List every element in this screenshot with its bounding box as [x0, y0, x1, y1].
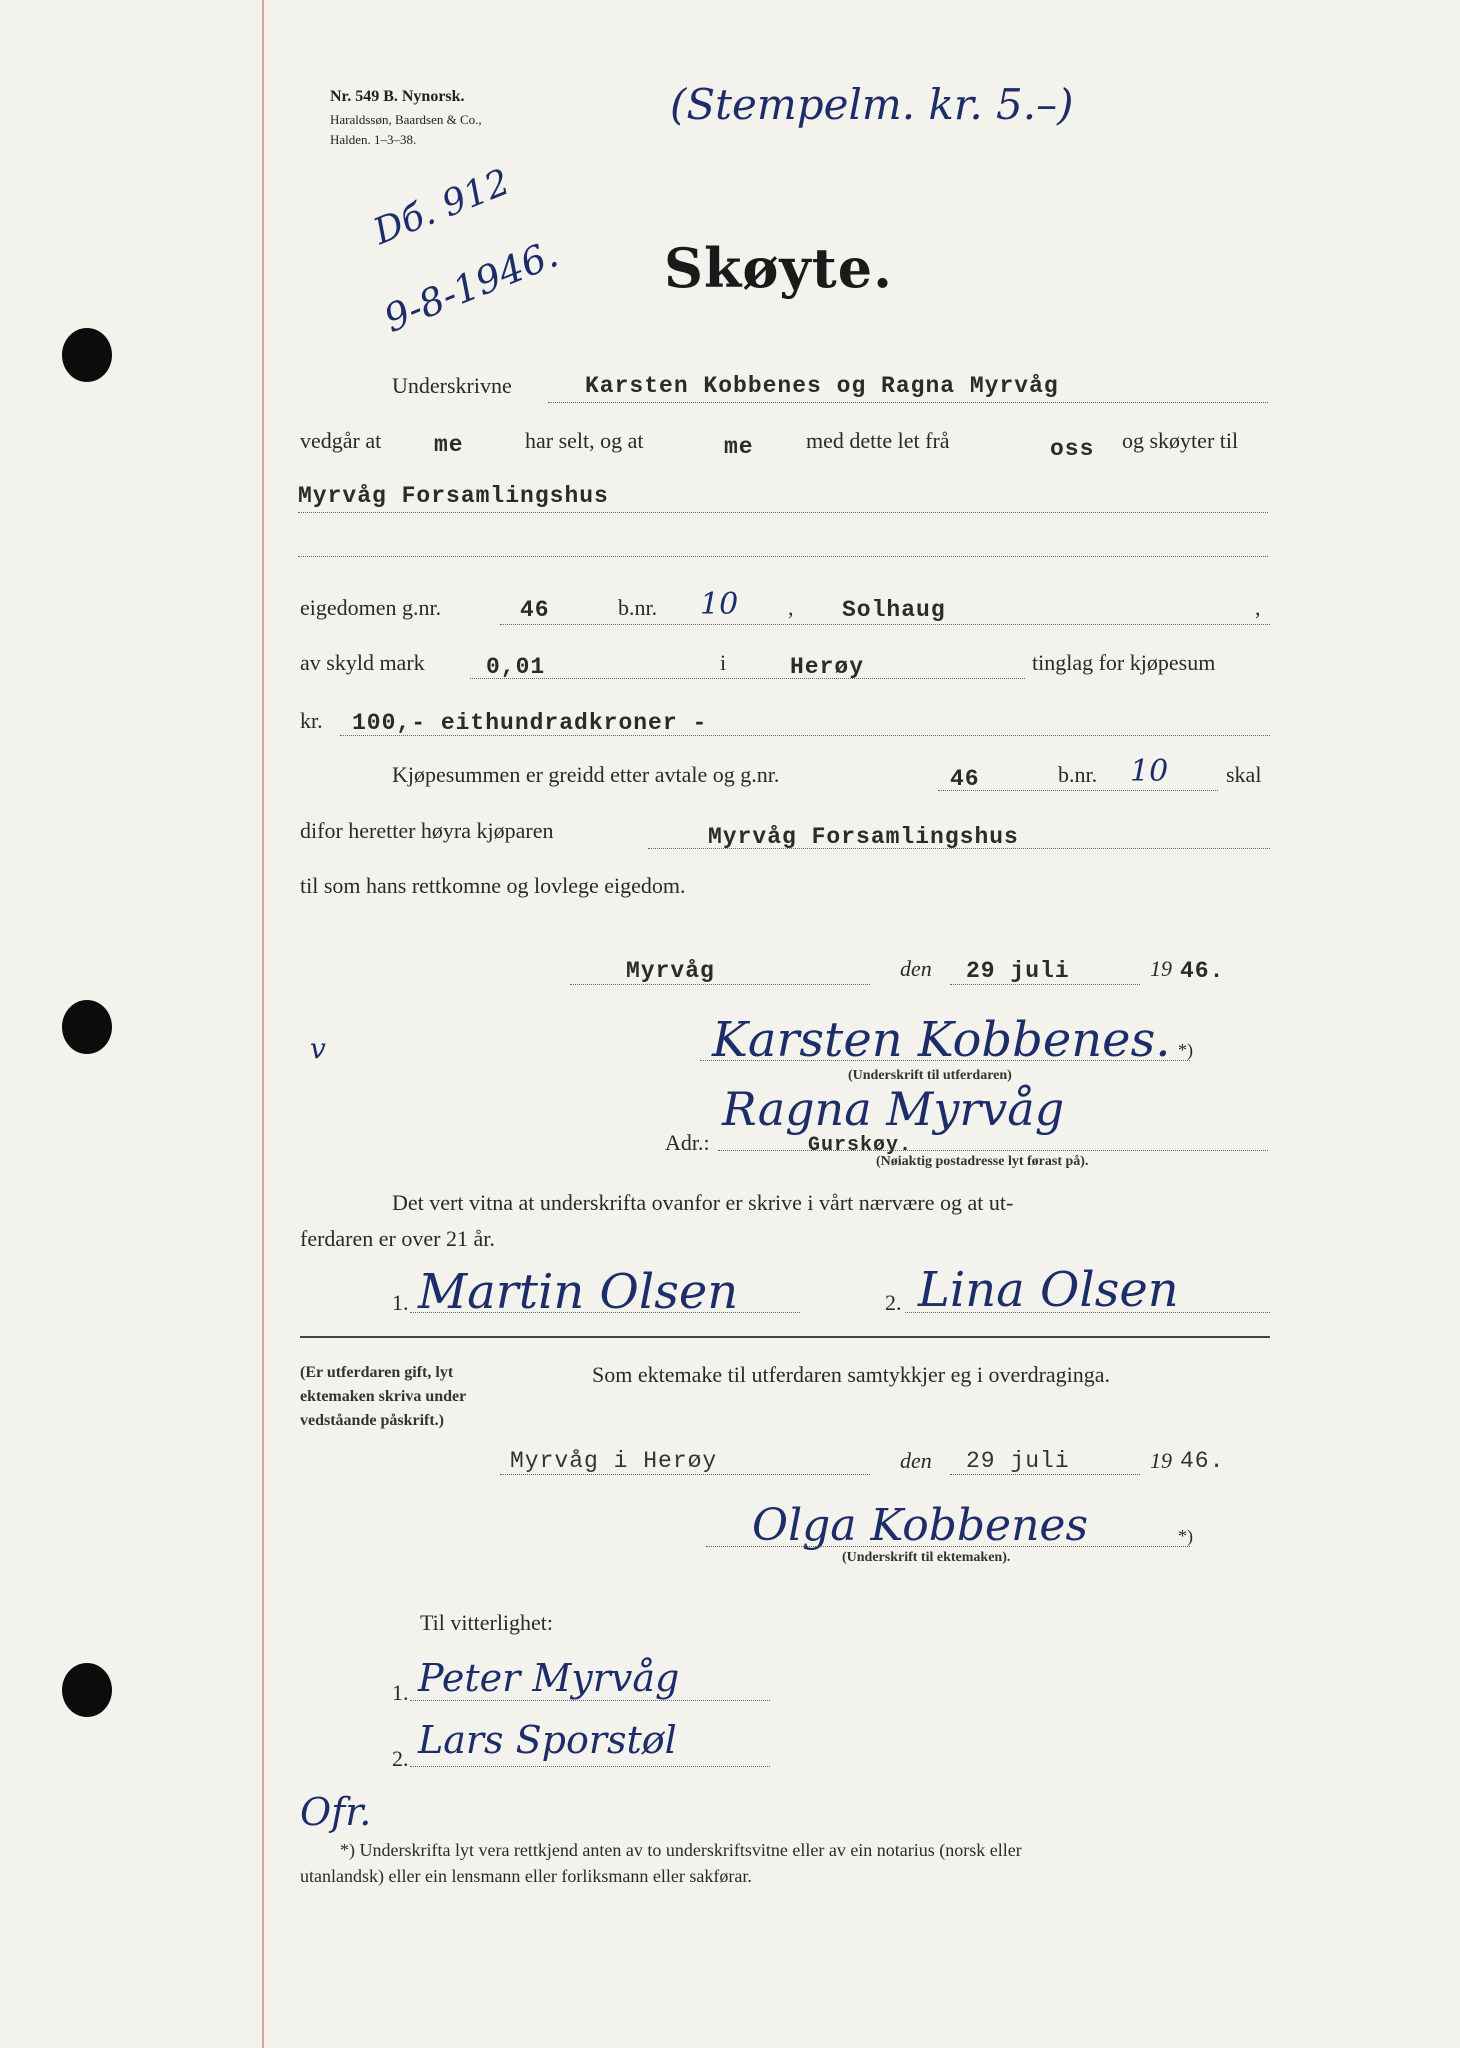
pronoun-me: me: [434, 432, 464, 458]
clerk-initials: Ofr.: [300, 1790, 372, 1834]
tinglag-label: tinglag for kjøpesum: [1032, 650, 1216, 675]
skal-label: skal: [1226, 762, 1262, 787]
bnr-value: 10: [700, 587, 739, 622]
year-suffix: 46.: [1180, 1448, 1225, 1474]
dotted-line: [950, 984, 1140, 985]
buyer-name: Myrvåg Forsamlingshus: [298, 483, 609, 509]
dotted-line: [706, 1546, 1190, 1547]
dotted-line: [950, 1474, 1140, 1475]
paid-gnr: 46: [950, 766, 980, 792]
footnote-line: utanlandsk) eller ein lensmann eller forliksmann eller sakførar.: [300, 1866, 752, 1886]
signature-lars-sporstol: Lars Sporstøl: [418, 1718, 677, 1762]
kr-label: kr.: [300, 708, 323, 733]
paid-bnr: 10: [1130, 754, 1169, 789]
signature-peter-myrvag: Peter Myrvåg: [418, 1656, 680, 1700]
attest-number: 1.: [392, 1680, 409, 1705]
signature-witness-2: Lina Olsen: [918, 1262, 1179, 1318]
municipality: Herøy: [790, 654, 865, 680]
witness-text-cont: ferdaren er over 21 år.: [300, 1226, 495, 1251]
dotted-line: [570, 984, 870, 985]
witness-number: 1.: [392, 1290, 409, 1315]
punch-hole: [62, 328, 112, 382]
property-label: eigedomen g.nr.: [300, 595, 442, 620]
document-title: Skøyte.: [664, 236, 893, 300]
address-value: Gurskøy.: [808, 1134, 913, 1157]
punch-hole: [62, 1000, 112, 1054]
til-text: til som hans rettkomne og lovlege eigedom.: [300, 873, 686, 898]
skyld-label: av skyld mark: [300, 650, 425, 675]
dotted-line: [938, 790, 1218, 791]
margin-line: [262, 0, 264, 2048]
dotted-line: [548, 402, 1268, 403]
dotted-line: [700, 1060, 1190, 1061]
stamp-note: (Stempelm. kr. 5.–): [670, 80, 1074, 129]
difor-text: difor heretter høyra kjøparen: [300, 818, 554, 843]
section-divider: [300, 1336, 1270, 1338]
check-mark: v: [310, 1032, 326, 1065]
punch-hole: [62, 1663, 112, 1717]
dotted-line: [500, 1474, 870, 1475]
witness-number: 2.: [885, 1290, 902, 1315]
skyld-value: 0,01: [486, 654, 546, 680]
witness-text: Det vert vitna at underskrifta ovanfor er skrive i vårt nærvære og at ut-: [392, 1190, 1014, 1215]
dotted-line: [410, 1312, 800, 1313]
footnote-marker: *): [1178, 1526, 1193, 1546]
dotted-line: [905, 1312, 1270, 1313]
year-prefix: 19: [1150, 956, 1172, 981]
year-suffix: 46.: [1180, 958, 1225, 984]
paid-bnr-label: b.nr.: [1058, 762, 1098, 787]
spouse-place: Myrvåg i Herøy: [510, 1448, 718, 1474]
den-label: den: [900, 956, 932, 981]
i-label: i: [720, 650, 727, 675]
intro-label: Underskrivne: [392, 373, 512, 398]
sold-label: har selt, og at: [525, 428, 644, 453]
buyer-name-repeat: Myrvåg Forsamlingshus: [708, 824, 1019, 850]
spouse-note-line: vedståande påskrift.): [300, 1412, 445, 1429]
paid-text: Kjøpesummen er greidd etter avtale og g.nr.: [392, 762, 780, 787]
signature-witness-1: Martin Olsen: [418, 1264, 739, 1320]
dotted-line: [500, 624, 1270, 625]
pronoun-me: me: [724, 434, 754, 460]
skoyter-label: og skøyter til: [1122, 428, 1239, 453]
signature-olga-kobbenes: Olga Kobbenes: [752, 1500, 1089, 1551]
bnr-label: b.nr.: [618, 595, 658, 620]
registration-date: 9-8-1946.: [378, 231, 564, 341]
purchase-price: 100,- eithundradkroner -: [352, 710, 708, 736]
place: Myrvåg: [626, 958, 715, 984]
footnote-line: *) Underskrifta lyt vera rettkjend anten av to underskriftsvitne eller av ein notarius (norsk eller: [340, 1840, 1022, 1860]
address-caption: (Nøiaktig postadresse lyt førast på).: [876, 1154, 1089, 1169]
comma: ,: [788, 595, 794, 620]
den-label: den: [900, 1448, 932, 1473]
let-fra-label: med dette let frå: [806, 428, 950, 453]
footnote-marker: *): [1178, 1040, 1193, 1060]
dotted-line: [298, 512, 1268, 513]
dotted-line: [340, 735, 1270, 736]
property-name: Solhaug: [842, 597, 946, 623]
spouse-note-line: ektemaken skriva under: [300, 1388, 467, 1405]
dotted-line: [648, 848, 1270, 849]
publisher: Haraldssøn, Baardsen & Co.,: [330, 112, 482, 127]
spouse-signature-caption: (Underskrift til ektemaken).: [842, 1550, 1011, 1565]
dotted-line: [298, 556, 1268, 557]
attest-number: 2.: [392, 1746, 409, 1771]
dotted-line: [410, 1766, 770, 1767]
sellers-names: Karsten Kobbenes og Ragna Myrvåg: [585, 373, 1059, 399]
signature-karsten-kobbenes: Karsten Kobbenes.: [712, 1012, 1171, 1068]
seller-signature-caption: (Underskrift til utferdaren): [848, 1068, 1012, 1083]
signature-ragna-myrvag: Ragna Myrvåg: [722, 1082, 1065, 1136]
dotted-line: [718, 1150, 1268, 1151]
attest-label: Til vitterlighet:: [420, 1610, 554, 1635]
registration-number: Dб. 912: [368, 161, 516, 254]
vedgar-label: vedgår at: [300, 428, 382, 453]
publisher-place-date: Halden. 1–3–38.: [330, 132, 417, 147]
date: 29 juli: [966, 958, 1070, 984]
form-number: Nr. 549 B. Nynorsk.: [330, 88, 465, 105]
spouse-date: 29 juli: [966, 1448, 1070, 1474]
address-label: Adr.:: [665, 1130, 710, 1155]
spouse-consent: Som ektemake til utferdaren samtykkjer eg i overdraginga.: [592, 1362, 1111, 1387]
year-prefix: 19: [1150, 1448, 1172, 1473]
dotted-line: [470, 678, 1025, 679]
gnr-value: 46: [520, 597, 550, 623]
comma: ,: [1255, 595, 1261, 620]
dotted-line: [410, 1700, 770, 1701]
pronoun-oss: oss: [1050, 436, 1095, 462]
spouse-note-line: (Er utferdaren gift, lyt: [300, 1364, 454, 1381]
